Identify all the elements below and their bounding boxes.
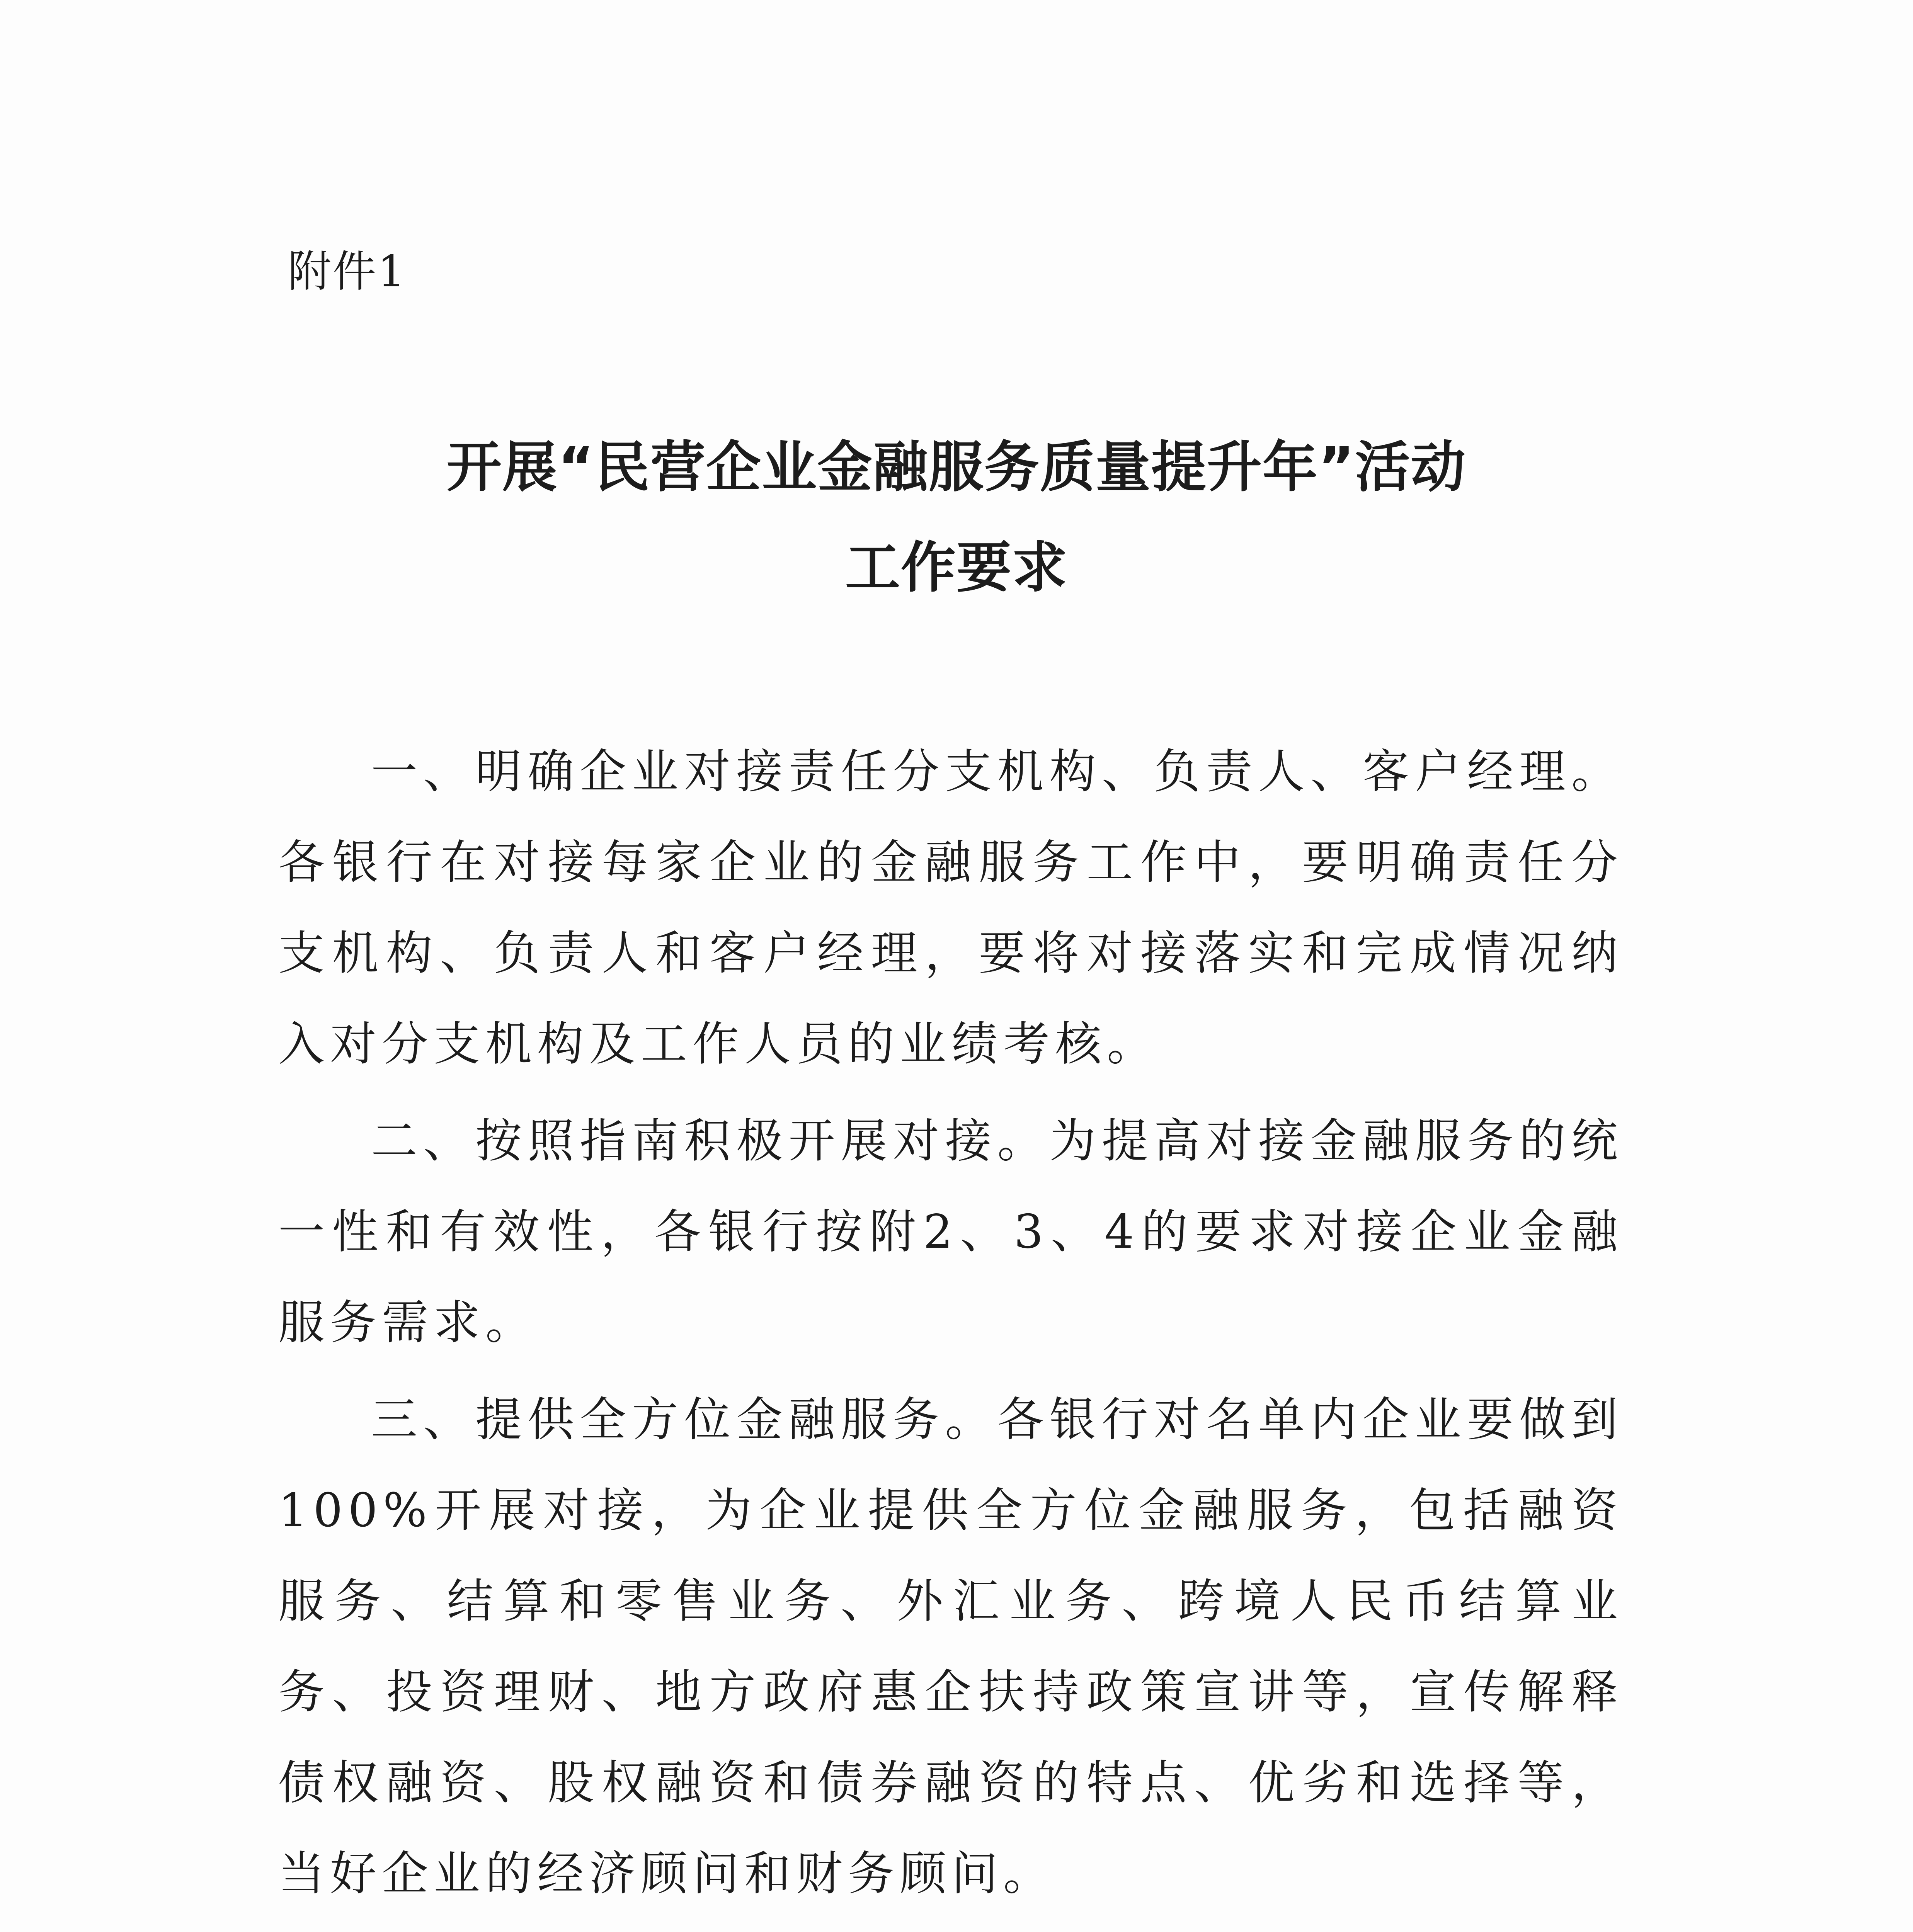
paragraph-3: 三、提供全方位金融服务。各银行对名单内企业要做到100%开展对接，为企业提供全方位金融服务，包括融资服务、结算和零售业务、外汇业务、跨境人民币结算业务、投资理财、地方政府惠企扶持政策宣讲等，宣传解释债权融资、股权融资和债券融资的特点、优劣和选择等，当好企业的经济顾问和财务顾问。: [278, 1393, 1623, 1901]
annex-label: 附件1: [288, 247, 407, 297]
document-body: [278, 726, 1623, 1932]
document-title-line-1: 开展“民营企业金融服务质量提升年”活动: [446, 435, 1467, 499]
paragraph-2: 二、按照指南积极开展对接。为提高对接金融服务的统一性和有效性，各银行按附2、3、4的要求对接企业金融服务需求。: [278, 1114, 1623, 1350]
document-title-line-2: 工作要求: [845, 536, 1068, 600]
paragraph-4: [278, 1925, 1623, 1932]
paragraph-1: 一、明确企业对接责任分支机构、负责人、客户经理。各银行在对接每家企业的金融服务工作中，要明确责任分支机构、负责人和客户经理，要将对接落实和完成情况纳入对分支机构及工作人员的业绩考核。: [278, 745, 1623, 1071]
